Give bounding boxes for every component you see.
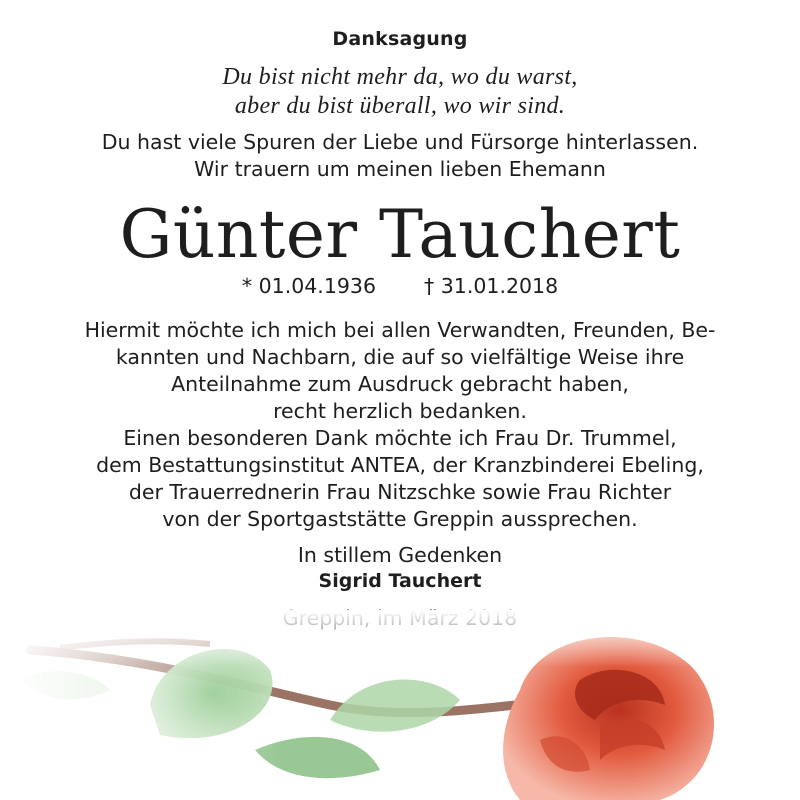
intro-line-2: Wir trauern um meinen lieben Ehemann xyxy=(194,157,606,181)
rose-illustration xyxy=(0,610,800,800)
body-line-6: dem Bestattungsinstitut ANTEA, der Kranzbinderei Ebeling, xyxy=(96,453,704,477)
intro-line-1: Du hast viele Spuren der Liebe und Fürsorge hinterlassen. xyxy=(101,130,699,154)
death-date: † 31.01.2018 xyxy=(424,274,559,298)
notice-heading: Danksagung xyxy=(332,28,468,50)
signer-name: Sigrid Tauchert xyxy=(318,570,482,592)
body-line-8: von der Sportgaststätte Greppin aussprechen. xyxy=(162,507,638,531)
body-line-2: kannten und Nachbarn, die auf so vielfältige Weise ihre xyxy=(115,345,685,369)
body-line-1: Hiermit möchte ich mich bei allen Verwandten, Freunden, Be- xyxy=(84,318,716,342)
verse-line-1: Du bist nicht mehr da, wo du warst, xyxy=(222,64,578,90)
birth-date: * 01.04.1936 xyxy=(241,274,376,298)
body-line-4: recht herzlich bedanken. xyxy=(273,399,527,423)
verse-line-2: aber du bist überall, wo wir sind. xyxy=(234,93,566,119)
body-line-7: der Trauerrednerin Frau Nitzschke sowie Frau Richter xyxy=(128,480,672,504)
life-dates xyxy=(0,274,800,298)
body-line-3: Anteilnahme zum Ausdruck gebracht haben, xyxy=(171,372,629,396)
closing-phrase: In stillem Gedenken xyxy=(297,543,503,567)
deceased-name: Günter Tauchert xyxy=(119,196,681,273)
body-line-5: Einen besonderen Dank möchte ich Frau Dr. Trummel, xyxy=(123,426,677,450)
